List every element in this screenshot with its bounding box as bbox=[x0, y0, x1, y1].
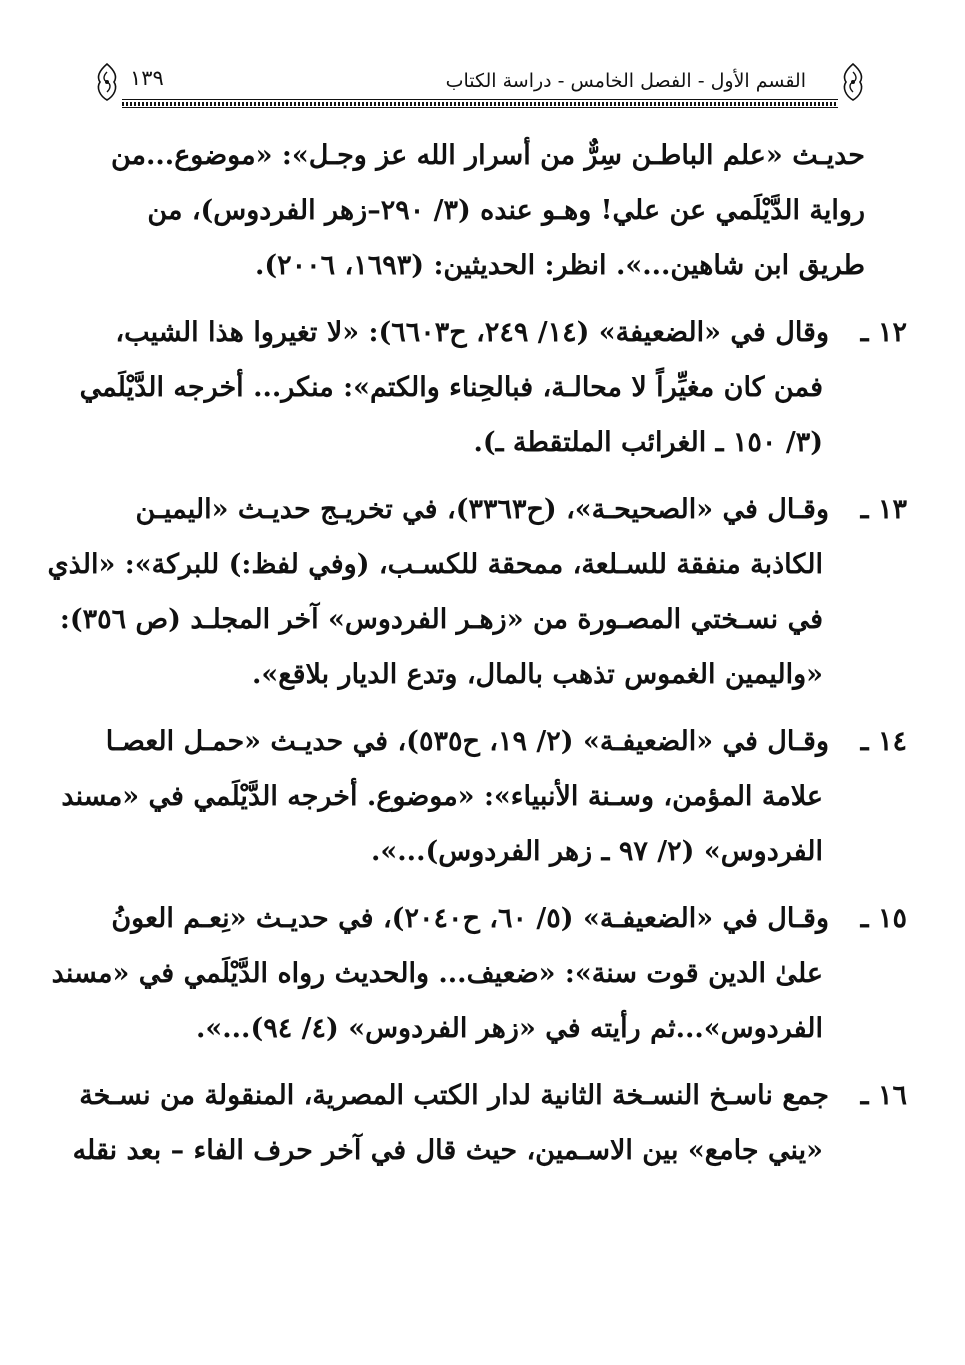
text-line: الكاذبة منفقة للسـلعة، ممحقة للكسـب، (وفي لفظ:) للبركة»: «الذي bbox=[47, 549, 823, 580]
item-number: ١٥ ـ bbox=[860, 903, 907, 934]
header-ornament-right-icon bbox=[838, 62, 868, 102]
text-line: طريق ابن شاهين...». انظر: الحديثين: (١٦٩٣، ٢٠٠٦). bbox=[254, 250, 865, 281]
header-rule-top bbox=[122, 99, 838, 100]
page-header bbox=[92, 58, 868, 110]
text-line bbox=[100, 891, 907, 946]
item-text: وقـال في «الضعيفـة» (٥/ ٦٠، ح٢٠٤٠)، في حديـث «نِعـم العونُ bbox=[111, 903, 829, 934]
text-line bbox=[100, 305, 907, 360]
paragraph-continuation bbox=[100, 128, 865, 293]
text-line: «يني جامع» بين الاسـمين، حيث قال في آخر حرف الفاء – بعد نقله bbox=[72, 1135, 823, 1166]
item-text: جمع ناسـخ النسـخة الثانية لدار الكتب المصرية، المنقولة من نسـخة bbox=[79, 1080, 829, 1111]
text-line: فمن كان مغيِّراً لا محالـة، فبالحِناء والكتم»: منكر... أخرجه الدَّيْلَمي bbox=[79, 372, 823, 403]
text-line bbox=[79, 1068, 907, 1123]
item-number: ١٣ ـ bbox=[860, 494, 907, 525]
header-ornament-left-icon bbox=[92, 62, 122, 102]
text-line: في نسـختي المصـورة من «زهـر الفردوس» آخر المجلـد (ص ٣٥٦): bbox=[59, 604, 823, 635]
text-line: الفردوس» (٢/ ٩٧ ـ زهر الفردوس)...». bbox=[371, 836, 823, 867]
text-line: حديـث «علم الباطـن سِرٌّ من أسرار الله عز وجـل»: «موضوع...من bbox=[110, 140, 865, 171]
text-line: رواية الدَّيْلَمي عن علي! وهـو عنده (٣/ ٢٩٠–زهر الفردوس)، من bbox=[147, 195, 865, 226]
text-line bbox=[100, 714, 907, 769]
page-body bbox=[47, 128, 907, 1178]
item-number: ١٤ ـ bbox=[860, 726, 907, 757]
text-line bbox=[100, 482, 907, 537]
numbered-item-14 bbox=[61, 714, 907, 879]
running-title: القسم الأول - الفصل الخامس - دراسة الكتاب bbox=[445, 70, 806, 92]
item-text: وقـال في «الضعيفـة» (٢/ ١٩، ح٥٣٥)، في حديـث «حمـل العصـا bbox=[105, 726, 829, 757]
item-text: وقـال في «الصحيحـة»، (ح٣٣٦٣)، في تخريـج حديـث «اليميـن bbox=[135, 494, 829, 525]
text-line: (٣/ ١٥٠ ـ الغرائب الملتقطة ـ). bbox=[473, 427, 823, 458]
numbered-item-16 bbox=[72, 1068, 907, 1178]
header-rule-pattern bbox=[122, 102, 838, 106]
text-line: «واليمين الغموس تذهب بالمال، وتدع الديار بلاقع». bbox=[251, 659, 823, 690]
numbered-item-15 bbox=[51, 891, 907, 1056]
header-rule-bottom bbox=[122, 107, 838, 108]
numbered-item-13 bbox=[47, 482, 907, 702]
page-number: ١٣٩ bbox=[130, 66, 164, 90]
text-line: علىٰ الدين قوت سنة»: «ضعيف... والحديث رواه الدَّيْلَمي في «مسند bbox=[51, 958, 823, 989]
numbered-item-12 bbox=[79, 305, 907, 470]
text-line: الفردوس»...ثم رأيته في «زهر الفردوس» (٤/ ٩٤)...». bbox=[195, 1013, 823, 1044]
item-number: ١٦ ـ bbox=[860, 1080, 907, 1111]
text-line: علامة المؤمن، وسـنة الأنبياء»: «موضوع. أخرجه الدَّيْلَمي في «مسند bbox=[61, 781, 823, 812]
item-text: وقال في «الضعيفة» (١٤/ ٢٤٩، ح٦٦٠٣): «لا تغيروا هذا الشيب، bbox=[115, 317, 829, 348]
item-number: ١٢ ـ bbox=[860, 317, 907, 348]
